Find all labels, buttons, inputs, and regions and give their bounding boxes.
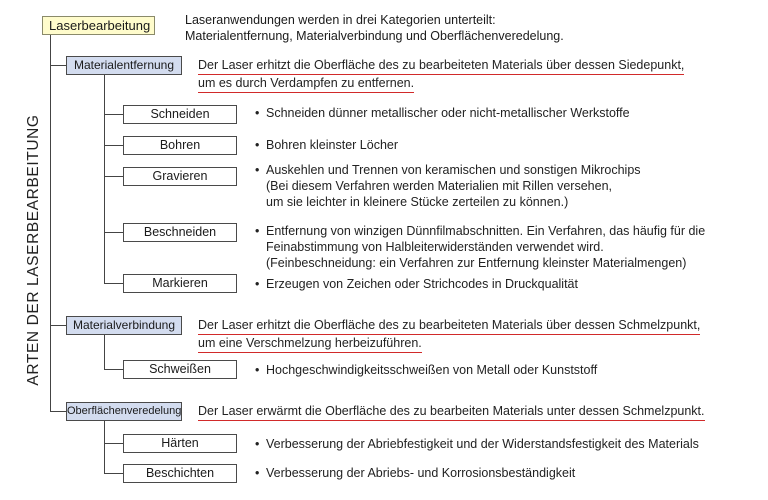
sub-branch-beschichten: [104, 473, 123, 474]
item-desc-gravieren: [255, 162, 755, 210]
sub-branch-bohren: [104, 145, 123, 146]
item-desc-line: Feinabstimmung von Halbleiterwiderständen verwendet wird.: [266, 240, 604, 254]
sub-connector-line-1: [104, 75, 105, 283]
item-desc-line: Entfernung von winzigen Dünnfilmabschnitten. Ein Verfahren, das häufig für die: [266, 224, 706, 238]
category-box-materialverbindung: Materialverbindung: [66, 316, 182, 335]
item-desc-line: (Bei diesem Verfahren werden Materialien mit Rillen versehen,: [266, 179, 612, 193]
category-box-oberflaechenveredelung: Oberflächenveredelung: [66, 402, 182, 421]
item-box-bohren: Bohren: [123, 136, 237, 155]
item-desc-line: Verbesserung der Abriebfestigkeit und der Widerstandsfestigkeit des Materials: [266, 437, 699, 451]
category-desc-line: um es durch Verdampfen zu entfernen.: [198, 75, 414, 93]
category-desc-materialverbindung: [198, 317, 700, 353]
item-desc-beschneiden: [255, 223, 755, 271]
side-title: ARTEN DER LASERBEARBEITUNG: [25, 114, 42, 386]
category-desc-line: um eine Verschmelzung herbeizuführen.: [198, 335, 422, 353]
item-desc-line: Erzeugen von Zeichen oder Strichcodes in Druckqualität: [266, 277, 578, 291]
item-box-beschneiden: Beschneiden: [123, 223, 237, 242]
item-box-gravieren: Gravieren: [123, 167, 237, 186]
item-box-schweissen: Schweißen: [123, 360, 237, 379]
bullet: •: [255, 138, 260, 152]
intro-line-2: Materialentfernung, Materialverbindung und Oberflächenveredelung.: [185, 29, 564, 43]
item-desc-markieren: [255, 276, 755, 292]
branch-line-oberflaechenveredelung: [50, 411, 66, 412]
bullet: •: [255, 277, 260, 291]
bullet: •: [255, 363, 260, 377]
category-desc-materialentfernung: [198, 57, 684, 93]
item-desc-line: um sie leichter in kleinere Stücke zerteilen zu können.): [266, 195, 569, 209]
sub-branch-haerten: [104, 443, 123, 444]
intro-text: [185, 12, 564, 44]
root-box-laserbearbeitung: Laserbearbeitung: [42, 16, 155, 35]
bullet: •: [255, 106, 260, 120]
item-box-markieren: Markieren: [123, 274, 237, 293]
category-desc-line: Der Laser erhitzt die Oberfläche des zu bearbeiteten Materials über dessen Siedepunkt,: [198, 57, 684, 75]
bullet: •: [255, 224, 260, 238]
item-desc-line: Hochgeschwindigkeitsschweißen von Metall oder Kunststoff: [266, 363, 598, 377]
item-desc-schweissen: [255, 362, 755, 378]
item-desc-haerten: [255, 436, 755, 452]
category-desc-line: Der Laser erwärmt die Oberfläche des zu bearbeiten Materials unter dessen Schmelzpunkt.: [198, 403, 705, 421]
sub-connector-line-2: [104, 335, 105, 369]
intro-line-1: Laseranwendungen werden in drei Kategorien unterteilt:: [185, 13, 496, 27]
item-desc-line: (Feinbeschneidung: ein Verfahren zur Entfernung kleinster Materialmengen): [266, 256, 687, 270]
category-desc-line: Der Laser erhitzt die Oberfläche des zu bearbeiteten Materials über dessen Schmelzpunkt,: [198, 317, 700, 335]
item-desc-bohren: [255, 137, 755, 153]
item-box-beschichten: Beschichten: [123, 464, 237, 483]
sub-branch-markieren: [104, 283, 123, 284]
category-desc-oberflaechenveredelung: [198, 403, 705, 421]
item-box-schneiden: Schneiden: [123, 105, 237, 124]
sub-branch-gravieren: [104, 176, 123, 177]
item-desc-line: Bohren kleinster Löcher: [266, 138, 399, 152]
item-desc-schneiden: [255, 105, 755, 121]
sub-branch-schneiden: [104, 114, 123, 115]
main-connector-line: [50, 35, 51, 411]
branch-line-materialverbindung: [50, 325, 66, 326]
bullet: •: [255, 466, 260, 480]
item-desc-line: Verbesserung der Abriebs- und Korrosionsbeständigkeit: [266, 466, 576, 480]
bullet: •: [255, 437, 260, 451]
item-box-haerten: Härten: [123, 434, 237, 453]
item-desc-line: Schneiden dünner metallischer oder nicht-metallischer Werkstoffe: [266, 106, 630, 120]
branch-line-materialentfernung: [50, 65, 66, 66]
sub-branch-beschneiden: [104, 232, 123, 233]
sub-connector-line-3: [104, 421, 105, 473]
category-box-materialentfernung: Materialentfernung: [66, 56, 182, 75]
sub-branch-schweissen: [104, 369, 123, 370]
item-desc-beschichten: [255, 465, 755, 481]
bullet: •: [255, 163, 260, 177]
item-desc-line: Auskehlen und Trennen von keramischen und sonstigen Mikrochips: [266, 163, 641, 177]
